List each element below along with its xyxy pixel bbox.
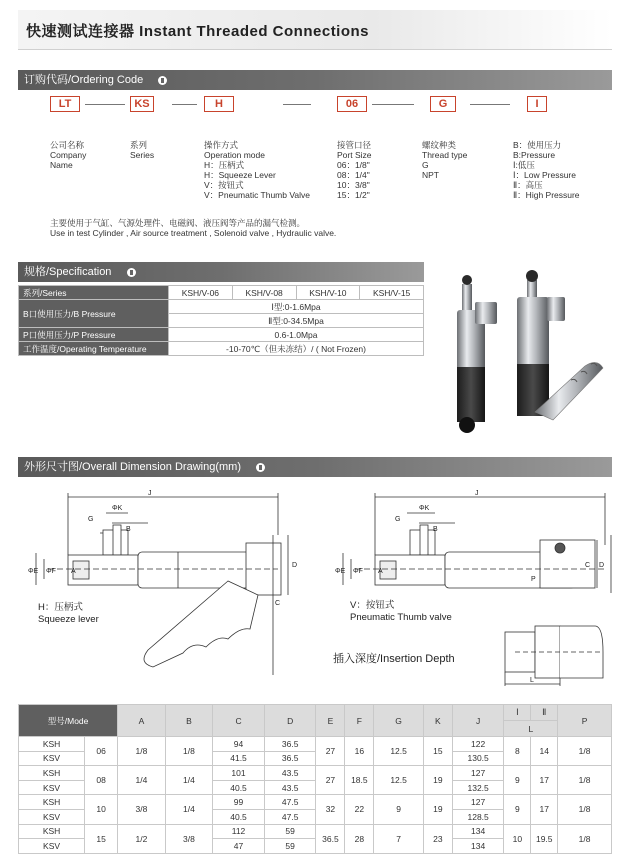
- table-cell: 15: [85, 824, 118, 853]
- insertion-depth-drawing: [475, 622, 605, 688]
- label-series: 系列 Series: [130, 140, 155, 160]
- table-cell: 1/4: [118, 766, 166, 795]
- table-cell: 36.5: [264, 751, 316, 766]
- table-cell: 41.5: [213, 751, 265, 766]
- dim-j-label: J: [148, 490, 152, 497]
- table-cell: KSH: [19, 795, 85, 810]
- table-cell: 12.5: [374, 737, 424, 766]
- code-dash: [172, 104, 197, 105]
- table-cell: 32: [316, 795, 345, 824]
- table-cell: KSV: [19, 809, 85, 824]
- table-cell: 36.5: [264, 737, 316, 752]
- table-cell: 1/8: [558, 737, 612, 766]
- code-company: LT: [50, 96, 80, 112]
- table-row: [19, 795, 612, 810]
- table-cell: 3/8: [165, 824, 213, 853]
- ordering-section-title: 订购代码/Ordering Code: [24, 74, 144, 86]
- dim-f-label: ΦF: [46, 568, 56, 575]
- code-dash: [283, 104, 311, 105]
- table-cell: 1/8: [558, 795, 612, 824]
- table-cell: 10: [504, 824, 531, 853]
- h-type-drawing: [28, 485, 313, 685]
- table-cell: 134: [452, 839, 504, 854]
- code-series: KS: [130, 96, 154, 112]
- label-thread: 螺纹种类 Thread type G NPT: [422, 140, 468, 180]
- table-row: [19, 766, 612, 781]
- code-pressure: I: [527, 96, 547, 112]
- table-cell: 9: [504, 766, 531, 795]
- table-cell: 14: [531, 737, 558, 766]
- dim-k-label: ΦK: [419, 505, 430, 512]
- table-cell: 7: [374, 824, 424, 853]
- dimension-table: [18, 704, 612, 854]
- page-title-bar: [18, 10, 612, 50]
- table-cell: 130.5: [452, 751, 504, 766]
- table-cell: 1/8: [558, 766, 612, 795]
- table-cell: 17: [531, 795, 558, 824]
- v-type-drawing: [335, 485, 615, 605]
- table-cell: 19: [423, 795, 452, 824]
- spec-row-temperature: 工作温度/Operating Temperature -10-70℃（但未冻结）/ ( Not Frozen): [19, 342, 424, 356]
- table-cell: 1/4: [165, 766, 213, 795]
- table-cell: 127: [452, 795, 504, 810]
- dim-d-label: D: [292, 562, 298, 569]
- dim-c-label: C: [275, 600, 281, 607]
- table-cell: 134: [452, 824, 504, 839]
- table-cell: 94: [213, 737, 265, 752]
- table-cell: 132.5: [452, 780, 504, 795]
- spec-section-title: 规格/Specification: [24, 266, 112, 278]
- table-cell: 101: [213, 766, 265, 781]
- table-cell: KSV: [19, 839, 85, 854]
- dim-f-label: ΦF: [353, 568, 363, 575]
- h-type-caption: H：压柄式 Squeeze lever: [38, 602, 99, 625]
- label-port: 接管口径 Port Size 06：1/8" 08：1/4" 10：3/8" 15：1/2": [337, 140, 372, 200]
- table-cell: 19.5: [531, 824, 558, 853]
- table-row: [19, 737, 612, 752]
- code-thread: G: [430, 96, 456, 112]
- drawing-section-title: 外形尺寸图/Overall Dimension Drawing(mm): [24, 461, 241, 473]
- dim-header-row-2: L: [19, 721, 612, 737]
- table-cell: 18.5: [345, 766, 374, 795]
- dim-b-label: B: [433, 526, 438, 533]
- drawing-section-header: [18, 457, 612, 477]
- table-cell: 59: [264, 839, 316, 854]
- table-cell: KSV: [19, 751, 85, 766]
- table-cell: 122: [452, 737, 504, 752]
- table-cell: 127: [452, 766, 504, 781]
- table-cell: 112: [213, 824, 265, 839]
- table-cell: 08: [85, 766, 118, 795]
- dim-l-label: L: [530, 677, 534, 684]
- table-cell: 59: [264, 824, 316, 839]
- dim-e-label: ΦE: [335, 568, 346, 575]
- table-cell: 9: [504, 795, 531, 824]
- table-cell: 16: [345, 737, 374, 766]
- label-operation: 操作方式 Operation mode H：压柄式 H：Squeeze Lever V：按钮式 V：Pneumatic Thumb Valve: [204, 140, 310, 200]
- code-operation: H: [204, 96, 234, 112]
- dim-c-label: C: [585, 562, 591, 569]
- table-cell: 27: [316, 737, 345, 766]
- table-cell: KSH: [19, 737, 85, 752]
- dim-k-label: ΦK: [112, 505, 123, 512]
- table-cell: KSH: [19, 766, 85, 781]
- dim-p-label: P: [531, 576, 536, 583]
- dim-header-row: 型号/Mode A B C D E F G K J Ⅰ Ⅱ P: [19, 705, 612, 721]
- dim-d-label: D: [599, 562, 605, 569]
- product-photo: [435, 262, 615, 440]
- section-marker-icon: [256, 463, 265, 472]
- table-cell: 128.5: [452, 809, 504, 824]
- table-cell: 99: [213, 795, 265, 810]
- dim-a-label: A: [71, 568, 76, 575]
- table-cell: 1/8: [118, 737, 166, 766]
- dim-a-label: A: [378, 568, 383, 575]
- table-cell: 40.5: [213, 780, 265, 795]
- table-cell: 27: [316, 766, 345, 795]
- page-title: 快速测试连接器 Instant Threaded Connections: [26, 23, 370, 40]
- table-cell: 06: [85, 737, 118, 766]
- code-dash: [470, 104, 510, 105]
- section-marker-icon: [158, 76, 167, 85]
- table-cell: 23: [423, 824, 452, 853]
- table-cell: 47.5: [264, 809, 316, 824]
- table-cell: KSH: [19, 824, 85, 839]
- v-type-caption: V：按钮式 Pneumatic Thumb valve: [350, 600, 452, 623]
- table-cell: 28: [345, 824, 374, 853]
- table-cell: 17: [531, 766, 558, 795]
- table-cell: 36.5: [316, 824, 345, 853]
- usage-note-en: Use in test Cylinder , Air source treatment , Solenoid valve , Hydraulic valve.: [50, 228, 337, 238]
- table-row: [19, 824, 612, 839]
- spec-section-header: [18, 262, 424, 282]
- table-cell: 8: [504, 737, 531, 766]
- table-cell: 40.5: [213, 809, 265, 824]
- insertion-caption: 插入深度/Insertion Depth: [333, 653, 455, 665]
- table-cell: 19: [423, 766, 452, 795]
- dim-e-label: ΦE: [28, 568, 39, 575]
- usage-note-cn: 主要使用于气缸、气源处理件、电磁阀、液压阀等产品的漏气检测。: [50, 218, 306, 228]
- table-cell: 15: [423, 737, 452, 766]
- table-cell: 1/8: [165, 737, 213, 766]
- spec-row-b-pressure-2: Ⅱ型:0-34.5Mpa: [19, 314, 424, 328]
- table-cell: 1/2: [118, 824, 166, 853]
- spec-row-p-pressure: P口使用压力/P Pressure 0.6-1.0Mpa: [19, 328, 424, 342]
- table-cell: 9: [374, 795, 424, 824]
- section-marker-icon: [127, 268, 136, 277]
- table-cell: 43.5: [264, 780, 316, 795]
- table-cell: 3/8: [118, 795, 166, 824]
- dim-j-label: J: [475, 490, 479, 497]
- table-cell: 1/8: [558, 824, 612, 853]
- label-company: 公司名称 Company Name: [50, 140, 87, 170]
- dim-g-label: G: [88, 516, 94, 523]
- table-cell: 1/4: [165, 795, 213, 824]
- code-dash: [372, 104, 414, 105]
- code-dash: [85, 104, 125, 105]
- code-port: 06: [337, 96, 367, 112]
- table-cell: 47: [213, 839, 265, 854]
- table-cell: 47.5: [264, 795, 316, 810]
- spec-table: [18, 285, 424, 356]
- dim-g-label: G: [395, 516, 401, 523]
- table-cell: 22: [345, 795, 374, 824]
- dim-b-label: B: [126, 526, 131, 533]
- table-cell: 12.5: [374, 766, 424, 795]
- table-cell: 10: [85, 795, 118, 824]
- label-pressure: B：使用压力 B:Pressure Ⅰ:低压 Ⅰ：Low Pressure Ⅱ：高压 Ⅱ：High Pressure: [513, 140, 580, 200]
- ordering-section-header: [18, 70, 612, 90]
- table-cell: 43.5: [264, 766, 316, 781]
- table-cell: KSV: [19, 780, 85, 795]
- spec-row-b-pressure: B口使用压力/B Pressure Ⅰ型:0-1.6Mpa: [19, 300, 424, 314]
- spec-row-series: 系列/Series KSH/V-06 KSH/V-08 KSH/V-10 KSH/V-15: [19, 286, 424, 300]
